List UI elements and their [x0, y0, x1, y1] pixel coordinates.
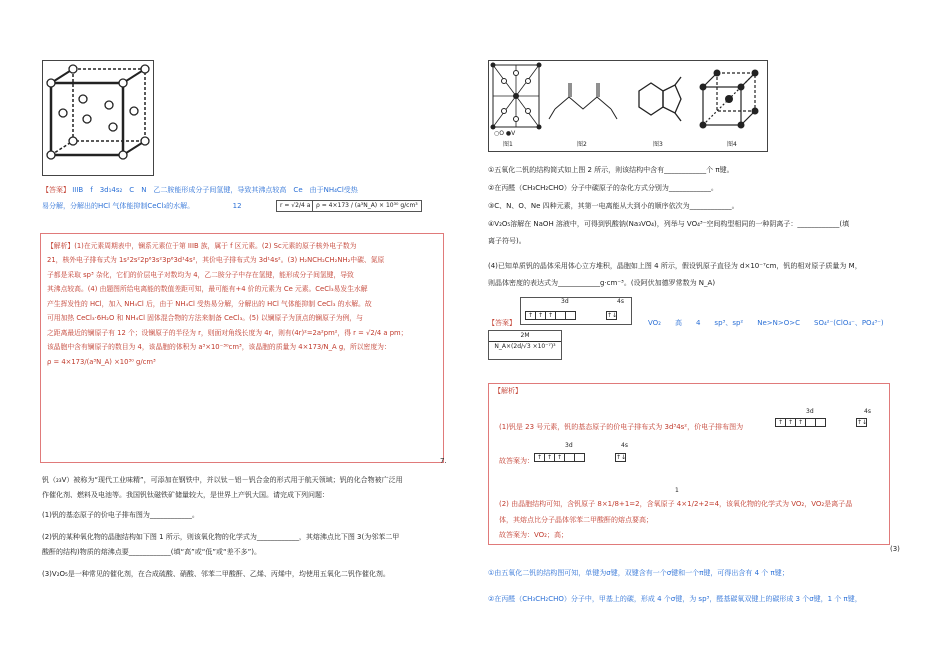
- orbital-3d-label: 3d: [561, 298, 569, 305]
- formula-r: r = √2/4 a: [276, 200, 314, 212]
- analysis-line: (1)在元素周期表中，镧系元素位于第 IIIB 族，属于 f 区元素。(2) Sc元素的原子核外电子数为: [74, 242, 357, 250]
- orbital-4s-label: 4s: [621, 442, 628, 449]
- orbital-diagram-answer: [533, 442, 639, 472]
- orbital-3d-label: 3d: [806, 408, 814, 415]
- analysis-box-right: [488, 383, 890, 545]
- q2-line: (2)钒的某种氧化物的晶胞结构如下图 1 所示，则该氧化物的化学式为____________，其熔沸点比下图 3(为邻苯二甲: [42, 533, 400, 541]
- formula-rho: ρ = 4×173 / (a³N_A) × 10³⁰ g/cm³: [312, 200, 422, 212]
- answer-line-2: 易分解，分解出的HCl 气体能抑制CeCl₃的水解。 12: [42, 202, 242, 210]
- lanthanum-unit-cell-figure: [42, 60, 154, 176]
- question-2: [42, 530, 399, 561]
- analysis-line: 可用加热 CeCl₃·6H₂O 和 NH₄Cl 固体混合物的方法来制备 CeCl₃。(5) 以镧原子为顶点的镧原子为例，与: [47, 314, 363, 323]
- q3-item: ③C、N、O、Ne 四种元素，其第一电离能从大到小的顺序依次为____________。: [488, 201, 739, 210]
- tail-line-2: ②在丙醛（CH₃CH₂CHO）分子中，甲基上的碳，形成 4 个σ键，为 sp³，醛基碳氧双键上的碳形成 3 个σ键，1 个 π键，: [488, 595, 862, 603]
- fig-label-1: 图1: [503, 141, 513, 148]
- answer-density-formula: [488, 330, 562, 360]
- answer-tag-right: 【答案】: [488, 319, 516, 327]
- orbital-boxes: ↑ ↑ ↑ ↑↓: [535, 453, 626, 462]
- analysis-line: 子都是采取 sp³ 杂化，它们的价层电子对数均为 4，乙二胺分子中存在氢键，能形成分子间氢键，导致: [47, 270, 354, 279]
- intro-line: 作催化剂、燃料及电池等。我国钒钛磁铁矿储量较大，是世界上产钒大国。请完成下列问题：: [42, 490, 329, 499]
- answer-tag: 【答案】: [42, 186, 70, 194]
- orbital-3d-label: 3d: [565, 442, 573, 449]
- fig1-legend: ○O ●V: [494, 130, 516, 137]
- q4-line: (4)已知单质钒的晶体采用体心立方堆积，晶胞如上图 4 所示，假设钒原子直径为 d×10⁻⁷cm，钒的相对原子质量为 M，: [488, 262, 862, 270]
- analysis-sup: 1: [675, 487, 679, 494]
- analysis-line-4: 体，其熔点比分子晶体邻苯二甲酸酐的熔点要高；: [499, 516, 653, 524]
- analysis-line: 产生挥发性的 HCl，加入 NH₄Cl 后，由于 NH₄Cl 受热易分解，分解出的 HCl 气体能抑制 CeCl₃ 的水解。故: [47, 299, 372, 308]
- orbital-boxes: ↑ ↑ ↑ ↑↓: [776, 418, 867, 427]
- density-denominator: N_A×(2d/√3 ×10⁻⁷)³: [494, 343, 556, 351]
- q2-line: 酸酐的结构)物质的熔沸点要____________(填“高”或“低”或“差不多”)。: [42, 548, 261, 557]
- analysis-tag-left: 【解析】: [47, 242, 75, 250]
- analysis-line: 21，核外电子排布式为 1s²2s²2p⁶3s²3p⁶3d¹4s²，其价电子排布式为 3d¹4s²。(3) H₂NCH₂CH₂NH₂中碳、氮原: [47, 256, 385, 265]
- question-4: [488, 258, 862, 292]
- question-3: (3)V₂O₅是一种常见的催化剂，在合成硫酸、硝酸、邻苯二甲酸酐、乙烯、丙烯中，均使用五氧化二钒作催化剂。: [42, 570, 390, 578]
- analysis-number: (3): [890, 545, 900, 553]
- analysis-line-2: 故答案为：: [499, 457, 534, 465]
- page-mark: 7.: [440, 457, 447, 465]
- answer-orbital-diagram: [520, 297, 632, 325]
- orbital-4s-label: 4s: [617, 298, 624, 305]
- analysis-line: 其沸点较高。(4) 由题图所给电离能的数值差距可知，最可能有+4 价的元素为 Ce 元素。CeCl₃易发生水解: [47, 285, 368, 294]
- answer-line: [42, 186, 358, 195]
- analysis-line-3: (2) 由晶胞结构可知，含钒原子 8×1/8+1=2，含氧原子 4×1/2+2=4，该氧化物的化学式为 VO₂，VO₂是离子晶: [499, 500, 853, 508]
- analysis-line: 之距离最近的镧原子有 12 个；设镧原子的半径为 r，则面对角线长度为 4r，则有(4r)²=2a²pm²，得 r = √2/4 a pm；: [47, 328, 408, 337]
- orbital-boxes: ↑ ↑ ↑ ↑↓: [526, 311, 617, 320]
- orbital-4s-label: 4s: [864, 408, 871, 415]
- fig-label-3: 图3: [653, 141, 663, 148]
- orbital-diagram-analysis: [774, 408, 884, 438]
- q4-line: 则晶体密度的表达式为____________g·cm⁻³。(设阿伏加德罗常数为 N_A): [488, 278, 716, 287]
- q3-items: [488, 162, 849, 251]
- analysis-line: ρ = 4×173/(a³N_A) ×10³⁰ g/cm³: [47, 357, 156, 366]
- q3-item: ①五氧化二钒的结构简式如上图 2 所示，则该结构中含有____________个 π键。: [488, 166, 734, 174]
- analysis-line-5: 故答案为：VO₂；高；: [499, 531, 568, 539]
- analysis-tag-right: 【解析】: [494, 387, 522, 395]
- q3-item: 离子符号)。: [488, 237, 526, 246]
- answer-rest: VO₂ 高 4 sp³、sp² Ne>N>O>C SO₄²⁻(ClO₄⁻、PO₄³⁻): [648, 319, 884, 327]
- fig-label-2: 图2: [577, 141, 587, 148]
- fig-label-4: 图4: [727, 141, 737, 148]
- q3-item: ②在丙醛（CH₃CH₂CHO）分子中碳原子的杂化方式分别为____________。: [488, 183, 718, 192]
- analysis-box-left: [40, 233, 444, 463]
- analysis-line: 该晶胞中含有镧原子的数目为 4，该晶胞的体积为 a³×10⁻³⁰cm³，该晶胞的质量为 4×173/N_A g，所以密度为：: [47, 343, 391, 352]
- figure-row: [488, 60, 768, 152]
- intro-line: 钒（₂₃V）被称为“现代工业味精”，可添加在钢铁中，并以钛－铝－钒合金的形式用于航天领域；钒的化合物被广泛用: [42, 476, 403, 484]
- analysis-line-1: (1)钒是 23 号元素，钒的基态原子的价电子排布式为 3d³4s²，价电子排布图为: [499, 423, 744, 431]
- density-numerator: 2M: [489, 331, 561, 342]
- q3-item: ④V₂O₅溶解在 NaOH 溶液中，可得到钒酸钠(Na₃VO₄)，列举与 VO₄³⁻空间构型相同的一种阴离子：____________(填: [488, 219, 850, 228]
- question-intro: [42, 473, 403, 502]
- question-1: (1)钒的基态原子的价电子排布图为____________。: [42, 511, 199, 519]
- answer-text: IIIB f 3d₁4s₂ C N 乙二胺能形成分子间氢键，导致其沸点较高 Ce 由于NH₄Cl受热: [72, 186, 358, 194]
- analysis-text-left: [47, 239, 437, 369]
- tail-line-1: ①由五氧化二钒的结构图可知，单键为σ键，双键含有一个σ键和一个π键，可得出含有 4 个 π键；: [488, 569, 789, 577]
